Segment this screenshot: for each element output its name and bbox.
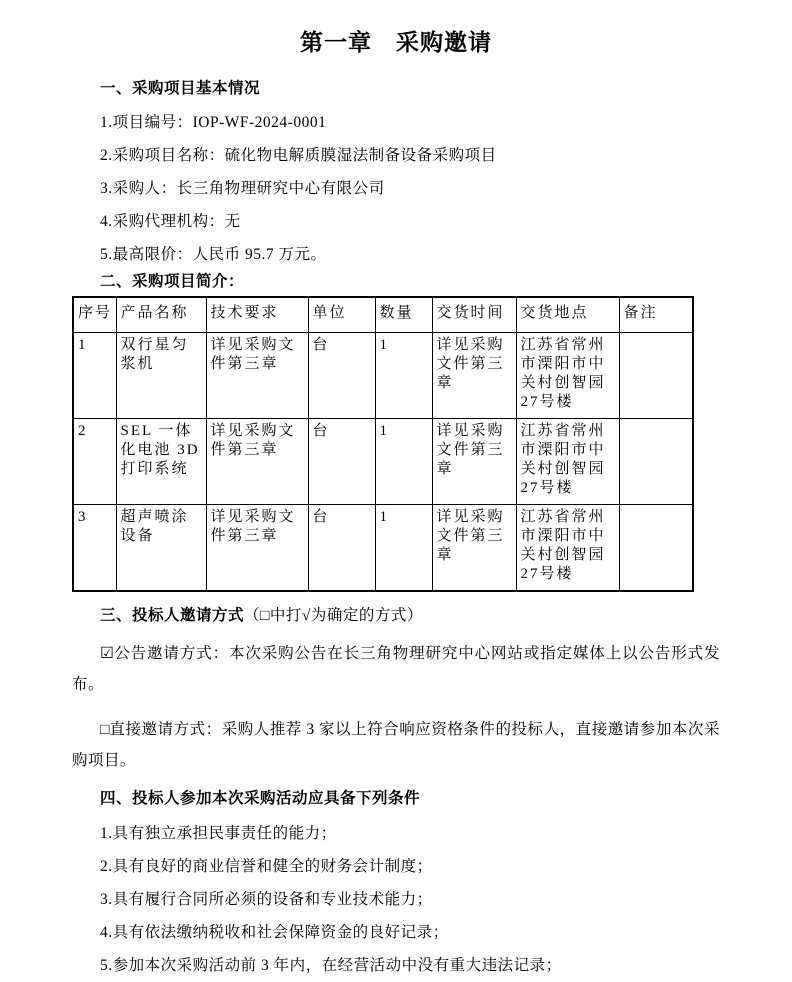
qualification-item: 5.参加本次采购活动前 3 年内，在经营活动中没有重大违法记录； [100, 957, 562, 974]
table-cell: 详见采购文件第三章 [206, 419, 308, 505]
column-header: 序号 [73, 297, 116, 333]
section3-heading [72, 605, 720, 626]
table-cell: 1 [375, 333, 432, 419]
table-cell: 1 [375, 505, 432, 592]
column-header: 备注 [619, 297, 693, 333]
table-row [73, 333, 693, 419]
product-table [72, 296, 694, 592]
basic-info-item: 4.采购代理机构：无 [100, 213, 241, 230]
qualification-item: 4.具有依法缴纳税收和社会保障资金的良好记录； [100, 924, 449, 941]
column-header: 单位 [308, 297, 375, 333]
table-cell: 台 [308, 419, 375, 505]
basic-info-item: 5.最高限价：人民币 95.7 万元。 [100, 246, 327, 263]
table-cell: 双行星匀浆机 [116, 333, 206, 419]
table-cell: 2 [73, 419, 116, 505]
table-cell: 详见采购文件第三章 [206, 333, 308, 419]
table-cell: 台 [308, 505, 375, 592]
section3-heading-note: （□中打√为确定的方式） [244, 607, 423, 624]
table-cell: 详见采购文件第三章 [432, 505, 516, 592]
page-title: 第一章 采购邀请 [300, 29, 492, 55]
table-cell: 1 [73, 333, 116, 419]
table-cell: 江苏省常州市溧阳市中关村创智园27号楼 [516, 505, 619, 592]
table-cell: 3 [73, 505, 116, 592]
table-row [73, 419, 693, 505]
table-cell: 详见采购文件第三章 [432, 333, 516, 419]
table-cell [619, 505, 693, 592]
column-header: 交货时间 [432, 297, 516, 333]
table-cell: 台 [308, 333, 375, 419]
product-table-body [73, 333, 693, 592]
table-row [73, 505, 693, 592]
table-cell: 超声喷涂设备 [116, 505, 206, 592]
column-header: 产品名称 [116, 297, 206, 333]
checkbox-unchecked-icon: □ [100, 721, 110, 738]
section1-heading: 一、采购项目基本情况 [100, 80, 261, 97]
table-cell: 详见采购文件第三章 [432, 419, 516, 505]
section2-heading: 二、采购项目简介： [100, 273, 245, 290]
checkbox-checked-icon: ☑ [100, 645, 114, 662]
table-cell: 江苏省常州市溧阳市中关村创智园27号楼 [516, 419, 619, 505]
section1-list [72, 106, 720, 271]
table-header-row [73, 297, 693, 333]
section4-list [72, 817, 720, 982]
table-cell: 详见采购文件第三章 [206, 505, 308, 592]
table-cell [619, 419, 693, 505]
basic-info-item: 1.项目编号：IOP-WF-2024-0001 [100, 114, 327, 131]
column-header: 技术要求 [206, 297, 308, 333]
table-cell: SEL 一体化电池 3D 打印系统 [116, 419, 206, 505]
section3-heading-main: 三、投标人邀请方式 [100, 607, 245, 624]
section4-heading: 四、投标人参加本次采购活动应具备下列条件 [100, 790, 421, 807]
column-header: 数量 [375, 297, 432, 333]
table-cell: 1 [375, 419, 432, 505]
qualification-item: 1.具有独立承担民事责任的能力； [100, 825, 337, 842]
table-cell [619, 333, 693, 419]
invitation-option-announcement-text: 公告邀请方式：本次采购公告在长三角物理研究中心网站或指定媒体上以公告形式发布。 [72, 645, 720, 693]
qualification-item: 3.具有履行合同所必须的设备和专业技术能力； [100, 891, 433, 908]
invitation-option-announcement [72, 638, 720, 700]
qualification-item: 2.具有良好的商业信誉和健全的财务会计制度； [100, 858, 433, 875]
table-cell: 江苏省常州市溧阳市中关村创智园27号楼 [516, 333, 619, 419]
invitation-option-direct-text: 直接邀请方式：采购人推荐 3 家以上符合响应资格条件的投标人，直接邀请参加本次采购项目。 [72, 721, 720, 769]
product-table-header [73, 297, 693, 333]
invitation-option-direct [72, 714, 720, 776]
column-header: 交货地点 [516, 297, 619, 333]
basic-info-item: 2.采购项目名称：硫化物电解质膜湿法制备设备采购项目 [100, 147, 497, 164]
basic-info-item: 3.采购人：长三角物理研究中心有限公司 [100, 180, 385, 197]
